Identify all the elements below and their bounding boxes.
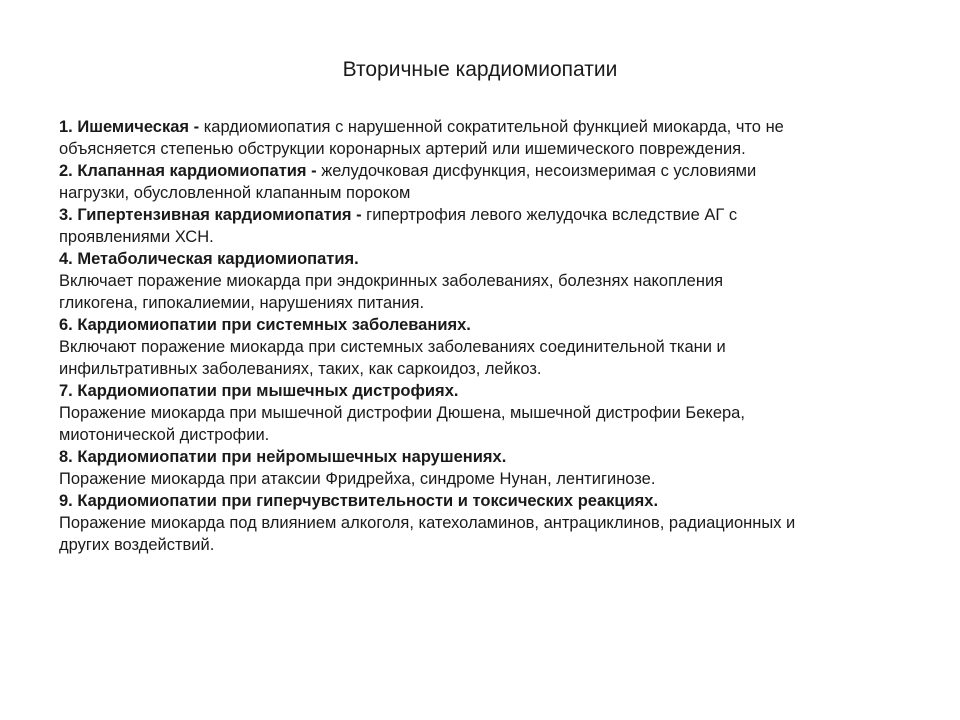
item-heading: 6. Кардиомиопатии при системных заболеваниях. (59, 316, 471, 334)
item-heading: 7. Кардиомиопатии при мышечных дистрофиях. (59, 382, 459, 400)
item-description: желудочковая дисфункция, несоизмеримая с условиями нагрузки, обусловленной клапанным пороком (59, 162, 757, 202)
item-description: Поражение миокарда при атаксии Фридрейха, синдроме Нунан, лентигинозе. (59, 470, 656, 488)
list-item-ischemic (59, 116, 804, 160)
list-item-systemic (59, 314, 804, 380)
item-heading: 8. Кардиомиопатии при нейромышечных нарушениях. (59, 448, 507, 466)
item-heading: 1. Ишемическая - (59, 118, 200, 136)
list-item-valvular (59, 160, 804, 204)
item-heading: 2. Клапанная кардиомиопатия - (59, 162, 317, 180)
list-item-neuromuscular (59, 446, 804, 490)
list-item-muscular-dystrophy (59, 380, 804, 446)
item-description: Включают поражение миокарда при системных заболеваниях соединительной ткани и инфильтративных заболеваниях, таких, как саркоидоз, лейкоз. (59, 338, 726, 378)
list-item-hypersensitivity (59, 490, 804, 556)
item-description: Включает поражение миокарда при эндокринных заболеваниях, болезнях накопления гликогена, гипокалиемии, нарушениях питания. (59, 272, 724, 312)
item-heading: 4. Метаболическая кардиомиопатия. (59, 250, 359, 268)
list-item-hypertensive (59, 204, 804, 248)
item-heading: 9. Кардиомиопатии при гиперчувствительности и токсических реакциях. (59, 492, 659, 510)
slide-content (59, 116, 804, 556)
item-description: Поражение миокарда под влиянием алкоголя, катехоламинов, антрациклинов, радиационных и других воздействий. (59, 514, 796, 554)
item-description: гипертрофия левого желудочка вследствие АГ с проявлениями ХСН. (59, 206, 738, 246)
item-description: Поражение миокарда при мышечной дистрофии Дюшена, мышечной дистрофии Бекера, миотонической дистрофии. (59, 404, 745, 444)
list-item-metabolic (59, 248, 804, 314)
item-heading: 3. Гипертензивная кардиомиопатия - (59, 206, 362, 224)
slide-title: Вторичные кардиомиопатии (342, 58, 618, 81)
item-description: кардиомиопатия с нарушенной сократительной функцией миокарда, что не объясняется степенью обструкции коронарных артерий или ишемического повреждения. (59, 118, 784, 158)
